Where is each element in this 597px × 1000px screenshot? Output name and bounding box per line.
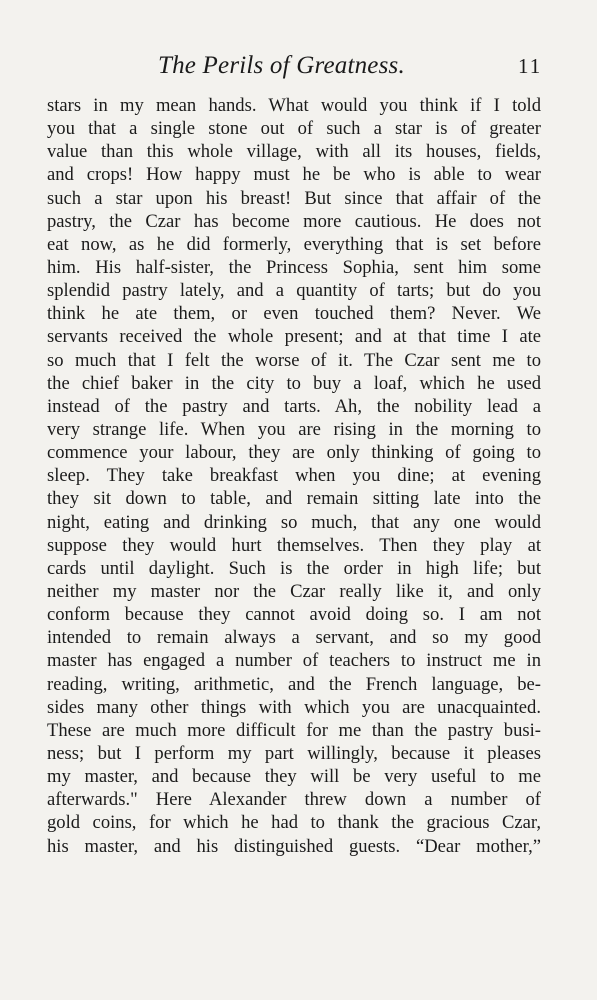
text-line: afterwards." Here Alexander threw down a number of bbox=[47, 789, 541, 811]
running-title: The Perils of Greatness. bbox=[158, 52, 405, 79]
page-number: 11 bbox=[518, 54, 543, 78]
text-line: so much that I felt the worse of it. The Czar sent me to bbox=[47, 349, 541, 371]
text-line: night, eating and drinking so much, that any one would bbox=[47, 511, 541, 533]
text-line: value than this whole village, with all its houses, fields, bbox=[47, 141, 541, 163]
text-line: such a star upon his breast! But since that affair of the bbox=[47, 187, 541, 209]
text-line: they sit down to table, and remain sitting late into the bbox=[47, 488, 541, 510]
text-line: my master, and because they will be very useful to me bbox=[47, 766, 541, 788]
text-line: his master, and his distinguished guests. “Dear mother,” bbox=[47, 835, 541, 857]
running-head bbox=[0, 52, 597, 88]
text-line: sides many other things with which you are unacquainted. bbox=[47, 696, 541, 718]
body-text bbox=[47, 94, 541, 858]
text-line: suppose they would hurt themselves. Then they play at bbox=[47, 534, 541, 556]
text-line: intended to remain always a servant, and so my good bbox=[47, 627, 541, 649]
text-line: and crops! How happy must he be who is able to wear bbox=[47, 164, 541, 186]
text-line: servants received the whole present; and at that time I ate bbox=[47, 326, 541, 348]
text-line: eat now, as he did formerly, everything that is set before bbox=[47, 233, 541, 255]
text-line: the chief baker in the city to buy a loaf, which he used bbox=[47, 372, 541, 394]
text-line: cards until daylight. Such is the order in high life; but bbox=[47, 557, 541, 579]
text-line: These are much more difficult for me than the pastry busi- bbox=[47, 719, 541, 741]
text-line: think he ate them, or even touched them? Never. We bbox=[47, 303, 541, 325]
text-line: very strange life. When you are rising in the morning to bbox=[47, 418, 541, 440]
text-line: pastry, the Czar has become more cautious. He does not bbox=[47, 210, 541, 232]
text-line: stars in my mean hands. What would you think if I told bbox=[47, 95, 541, 116]
text-line: sleep. They take breakfast when you dine; at evening bbox=[47, 465, 541, 487]
text-line: splendid pastry lately, and a quantity of tarts; but do you bbox=[47, 280, 541, 302]
text-line: instead of the pastry and tarts. Ah, the nobility lead a bbox=[47, 395, 541, 417]
text-line: gold coins, for which he had to thank the gracious Czar, bbox=[47, 812, 541, 834]
text-line: you that a single stone out of such a star is of greater bbox=[47, 118, 541, 140]
text-line: neither my master nor the Czar really like it, and only bbox=[47, 580, 541, 602]
text-line: reading, writing, arithmetic, and the French language, be- bbox=[47, 673, 541, 695]
text-line: conform because they cannot avoid doing so. I am not bbox=[47, 604, 541, 626]
text-line: master has engaged a number of teachers to instruct me in bbox=[47, 650, 541, 672]
text-line: commence your labour, they are only thinking of going to bbox=[47, 442, 541, 464]
text-line: ness; but I perform my part willingly, because it pleases bbox=[47, 742, 541, 764]
text-line: him. His half-sister, the Princess Sophia, sent him some bbox=[47, 256, 541, 278]
